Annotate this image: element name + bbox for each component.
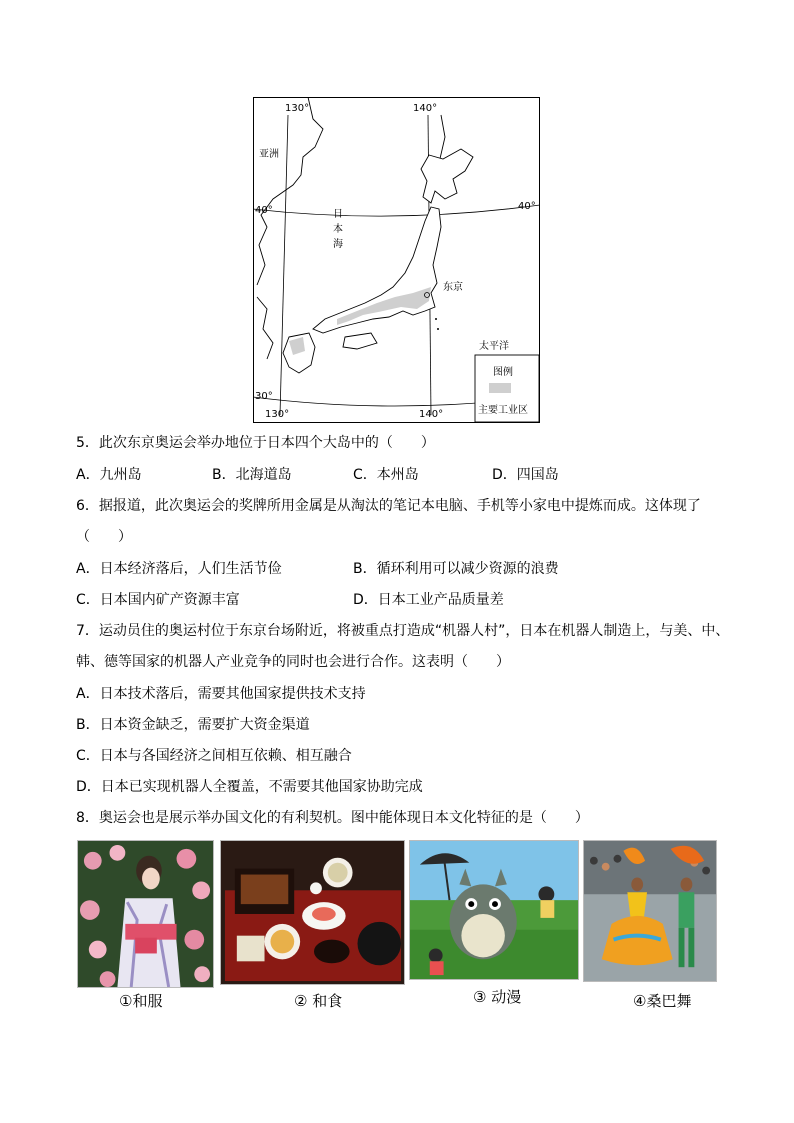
q5-option-b[interactable]: B．北海道岛 <box>212 467 292 483</box>
label-40-left: 40° <box>255 205 273 216</box>
label-30: 30° <box>255 391 273 402</box>
photo-kimono <box>77 840 214 988</box>
photo-samba <box>583 840 717 982</box>
legend-title: 图例 <box>493 367 513 378</box>
q7-option-a[interactable]: A．日本技术落后，需要其他国家提供技术支持 <box>76 686 366 702</box>
label-pacific: 太平洋 <box>479 341 509 352</box>
photo-washoku <box>220 840 405 985</box>
samba-illustration <box>584 841 716 981</box>
q6-option-d[interactable]: D．日本工业产品质量差 <box>353 592 504 608</box>
q7-stem-line1: 7．运动员住的奥运村位于东京台场附近，将被重点打造成“机器人村”，日本在机器人制造上，与美、中、 <box>76 623 730 639</box>
label-sea-3: 海 <box>333 239 343 250</box>
q7-option-b[interactable]: B．日本资金缺乏，需要扩大资金渠道 <box>76 717 310 733</box>
label-130-top: 130° <box>285 103 310 114</box>
q7-option-d[interactable]: D．日本已实现机器人全覆盖，不需要其他国家协助完成 <box>76 779 423 795</box>
legend-label: 主要工业区 <box>478 405 528 416</box>
washoku-illustration <box>221 841 404 984</box>
label-sea-1: 日 <box>333 209 343 220</box>
caption-samba: ④桑巴舞 <box>633 992 692 1010</box>
q5-option-c[interactable]: C．本州岛 <box>353 467 419 483</box>
label-130-bottom: 130° <box>265 409 290 420</box>
japan-map <box>253 97 540 423</box>
q5-option-d[interactable]: D．四国岛 <box>492 467 559 483</box>
label-sea-2: 本 <box>333 224 343 235</box>
caption-kimono: ①和服 <box>119 992 163 1010</box>
label-tokyo: 东京 <box>443 282 463 293</box>
q5-option-a[interactable]: A．九州岛 <box>76 467 142 483</box>
island-dot <box>435 318 437 320</box>
q6-option-b[interactable]: B．循环利用可以减少资源的浪费 <box>353 561 559 577</box>
q6-option-a[interactable]: A．日本经济落后，人们生活节俭 <box>76 561 282 577</box>
caption-anime: ③ 动漫 <box>473 988 522 1006</box>
legend-swatch <box>489 383 511 393</box>
label-asia: 亚洲 <box>259 149 279 160</box>
q6-stem-line1: 6．据报道，此次奥运会的奖牌所用金属是从淘汰的笔记本电脑、手机等小家电中提炼而成。这体现了 <box>76 498 701 514</box>
q7-stem-line2: 韩、德等国家的机器人产业竞争的同时也会进行合作。这表明（ ） <box>76 654 510 670</box>
label-140-top: 140° <box>413 103 438 114</box>
photo-anime <box>409 840 579 980</box>
q6-stem-line2: （ ） <box>76 529 132 545</box>
q8-stem: 8．奥运会也是展示举办国文化的有利契机。图中能体现日本文化特征的是（ ） <box>76 810 589 826</box>
label-40-right: 40° <box>518 201 536 212</box>
label-140-bottom: 140° <box>419 409 444 420</box>
japan-map-svg <box>253 97 540 423</box>
q7-option-c[interactable]: C．日本与各国经济之间相互依赖、相互融合 <box>76 748 352 764</box>
q6-option-c[interactable]: C．日本国内矿产资源丰富 <box>76 592 240 608</box>
island-dot <box>437 328 439 330</box>
q5-stem: 5．此次东京奥运会举办地位于日本四个大岛中的（ ） <box>76 435 435 451</box>
anime-illustration <box>410 841 578 979</box>
kimono-illustration <box>78 841 213 987</box>
caption-washoku: ② 和食 <box>294 992 343 1010</box>
